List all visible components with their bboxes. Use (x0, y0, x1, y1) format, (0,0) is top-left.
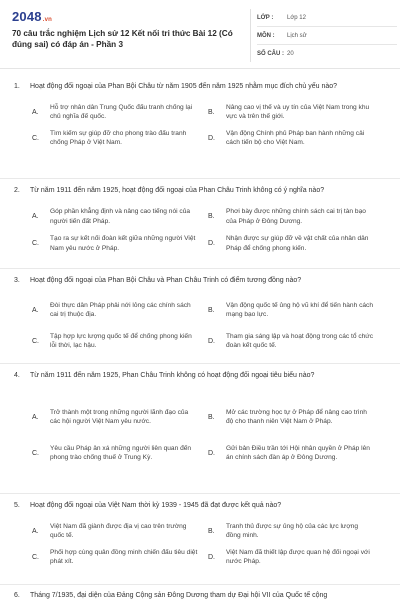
option-text: Tìm kiếm sự giúp đỡ cho phong trào đấu tranh chống Pháp ở Việt Nam. (50, 129, 187, 146)
option-letter: C. (32, 240, 39, 247)
option-a[interactable] (32, 99, 208, 125)
option-text: Vận động Chính phủ Pháp ban hành những cải cách tiến bộ cho Việt Nam. (226, 129, 365, 146)
option-c[interactable] (32, 435, 208, 471)
question-1 (14, 82, 386, 151)
question-text: Hoạt động đối ngoại của Phan Bội Châu và Phan Châu Trinh có điểm tương đồng nào? (30, 277, 302, 284)
option-letter: C. (32, 337, 39, 345)
option-c[interactable] (32, 230, 208, 257)
option-text: Nâng cao vị thế và uy tín của Việt Nam trong khu vực và trên thế giới. (226, 103, 370, 120)
option-letter: A. (32, 527, 39, 535)
option-text: Yêu cầu Pháp ân xá những người liên quan đến phong trào chống thuế ở Trung Kỳ. (50, 444, 192, 461)
meta-key: LỚP : (257, 14, 274, 21)
option-text: Việt Nam đã giành được địa vị cao trên trường quốc tế. (50, 522, 187, 539)
option-d[interactable] (208, 544, 384, 570)
divider (0, 268, 400, 269)
option-letter: A. (32, 413, 39, 421)
option-text: Tập hợp lực lượng quốc tế để chống phong kiến lỗi thời, lạc hậu. (50, 332, 192, 349)
option-text: Đòi thực dân Pháp phải nới lỏng các chính sách cai trị thuộc địa. (50, 301, 191, 318)
option-text: Vận động quốc tế ủng hộ vũ khí để tiến hành cách mạng bạo lực. (226, 301, 374, 318)
option-text: Phơi bày được những chính sách cai trị tàn bạo của Pháp ở Đông Dương. (226, 208, 366, 225)
option-text: Phối hợp cùng quân đồng minh chiến đấu tiêu diệt phát xít. (50, 548, 198, 565)
options (32, 518, 386, 570)
page-header (0, 0, 400, 69)
option-d[interactable] (208, 327, 384, 355)
option-text: Tranh thủ được sự ủng hộ của các lực lượng đồng minh. (226, 522, 358, 539)
option-letter: B. (208, 527, 215, 535)
question-2 (14, 186, 386, 257)
divider (0, 493, 400, 494)
option-text: Tạo ra sự kết nối đoàn kết giữa những người Việt Nam yêu nước ở Pháp. (50, 235, 196, 252)
option-text: Việt Nam đã thiết lập được quan hệ đối ngoại với nước Pháp. (226, 548, 370, 565)
option-c[interactable] (32, 544, 208, 570)
option-letter: A. (32, 108, 39, 116)
meta-key: SỐ CÂU : (257, 50, 284, 57)
question-3 (14, 276, 386, 355)
options (32, 99, 386, 151)
option-letter: D. (208, 553, 215, 561)
option-letter: D. (208, 240, 215, 247)
option-b[interactable] (208, 518, 384, 544)
meta-value: Lớp 12 (287, 14, 306, 21)
option-b[interactable] (208, 203, 384, 230)
option-text: Góp phần khẳng định và nâng cao tiếng nói của người tiến đất Pháp. (50, 208, 191, 225)
option-letter: D. (208, 449, 215, 457)
question-4 (14, 371, 386, 471)
option-letter: B. (208, 213, 215, 220)
question-number: 4. (14, 372, 20, 379)
option-text: Hỗ trợ nhân dân Trung Quốc đấu tranh chống lại chủ nghĩa đế quốc. (50, 103, 193, 120)
question-number: 3. (14, 277, 20, 284)
page-title: 70 câu trắc nghiệm Lịch sử 12 Kết nối tri thức Bài 12 (Có đúng sai) có đáp án - Phần 3 (12, 29, 233, 49)
question-5 (14, 501, 386, 570)
options (32, 293, 386, 355)
question-number: 2. (14, 187, 20, 194)
logo-domain: .vn (42, 17, 53, 23)
meta-key: MÔN : (257, 32, 275, 39)
option-c[interactable] (32, 125, 208, 151)
meta-value: 20 (287, 50, 294, 57)
option-a[interactable] (32, 399, 208, 435)
option-a[interactable] (32, 203, 208, 230)
option-letter: A. (32, 306, 39, 314)
option-letter: B. (208, 306, 215, 314)
meta-row-subject (257, 27, 397, 45)
option-c[interactable] (32, 327, 208, 355)
question-text: Hoạt động đối ngoại của Phan Bội Châu từ năm 1905 đến năm 1925 nhằm mục đích chủ yếu nào? (30, 83, 338, 90)
option-b[interactable] (208, 399, 384, 435)
option-letter: C. (32, 449, 39, 457)
option-letter: B. (208, 413, 215, 421)
option-b[interactable] (208, 99, 384, 125)
option-letter: B. (208, 108, 215, 116)
meta-info (250, 9, 397, 62)
meta-row-class (257, 9, 397, 27)
question-number: 5. (14, 502, 20, 509)
option-text: Mở các trường học tự ở Pháp để nâng cao trình độ cho thanh niên Việt Nam ở Pháp. (226, 408, 367, 425)
option-a[interactable] (32, 293, 208, 327)
option-letter: C. (32, 553, 39, 561)
option-letter: A. (32, 213, 39, 220)
option-d[interactable] (208, 125, 384, 151)
options (32, 203, 386, 257)
meta-row-count (257, 45, 397, 62)
option-d[interactable] (208, 230, 384, 257)
question-text: Từ năm 1911 đến năm 1925, hoạt động đối ngoại của Phan Châu Trinh không có ý nghĩa nào? (30, 187, 325, 194)
question-6 (14, 591, 386, 600)
option-letter: D. (208, 134, 215, 142)
option-b[interactable] (208, 293, 384, 327)
question-number: 6. (14, 592, 20, 599)
option-text: Nhận được sự giúp đỡ về vật chất của nhân dân Pháp để chống phong kiến. (226, 235, 369, 252)
option-text: Trở thành một trong những người lãnh đạo của các hội người Việt Nam yêu nước. (50, 408, 189, 425)
logo-text: 2048 (12, 9, 42, 24)
divider (0, 178, 400, 179)
question-text: Tháng 7/1935, đại diện của Đảng Cộng sản Đông Dương tham dự Đại hội VII của Quốc tế cộng (30, 592, 328, 599)
question-number: 1. (14, 83, 20, 90)
option-letter: D. (208, 337, 215, 345)
option-text: Gửi bản Điều trần tới Hội nhân quyền ở Pháp lên án chính sách đàn áp ở Đông Dương. (226, 444, 370, 461)
options (32, 399, 386, 471)
question-text: Hoạt động đối ngoại của Việt Nam thời kỳ 1939 - 1945 đã đạt được kết quả nào? (30, 502, 282, 509)
option-a[interactable] (32, 518, 208, 544)
question-text: Từ năm 1911 đến năm 1925, Phan Châu Trinh không có hoạt động đối ngoại tiêu biểu nào? (30, 372, 315, 379)
option-d[interactable] (208, 435, 384, 471)
option-text: Tham gia sáng lập và hoạt động trong các tổ chức đoàn kết quốc tế. (226, 332, 374, 349)
meta-value: Lịch sử (287, 32, 307, 39)
divider (0, 584, 400, 585)
option-letter: C. (32, 134, 39, 142)
divider (0, 363, 400, 364)
site-logo[interactable] (12, 9, 52, 24)
